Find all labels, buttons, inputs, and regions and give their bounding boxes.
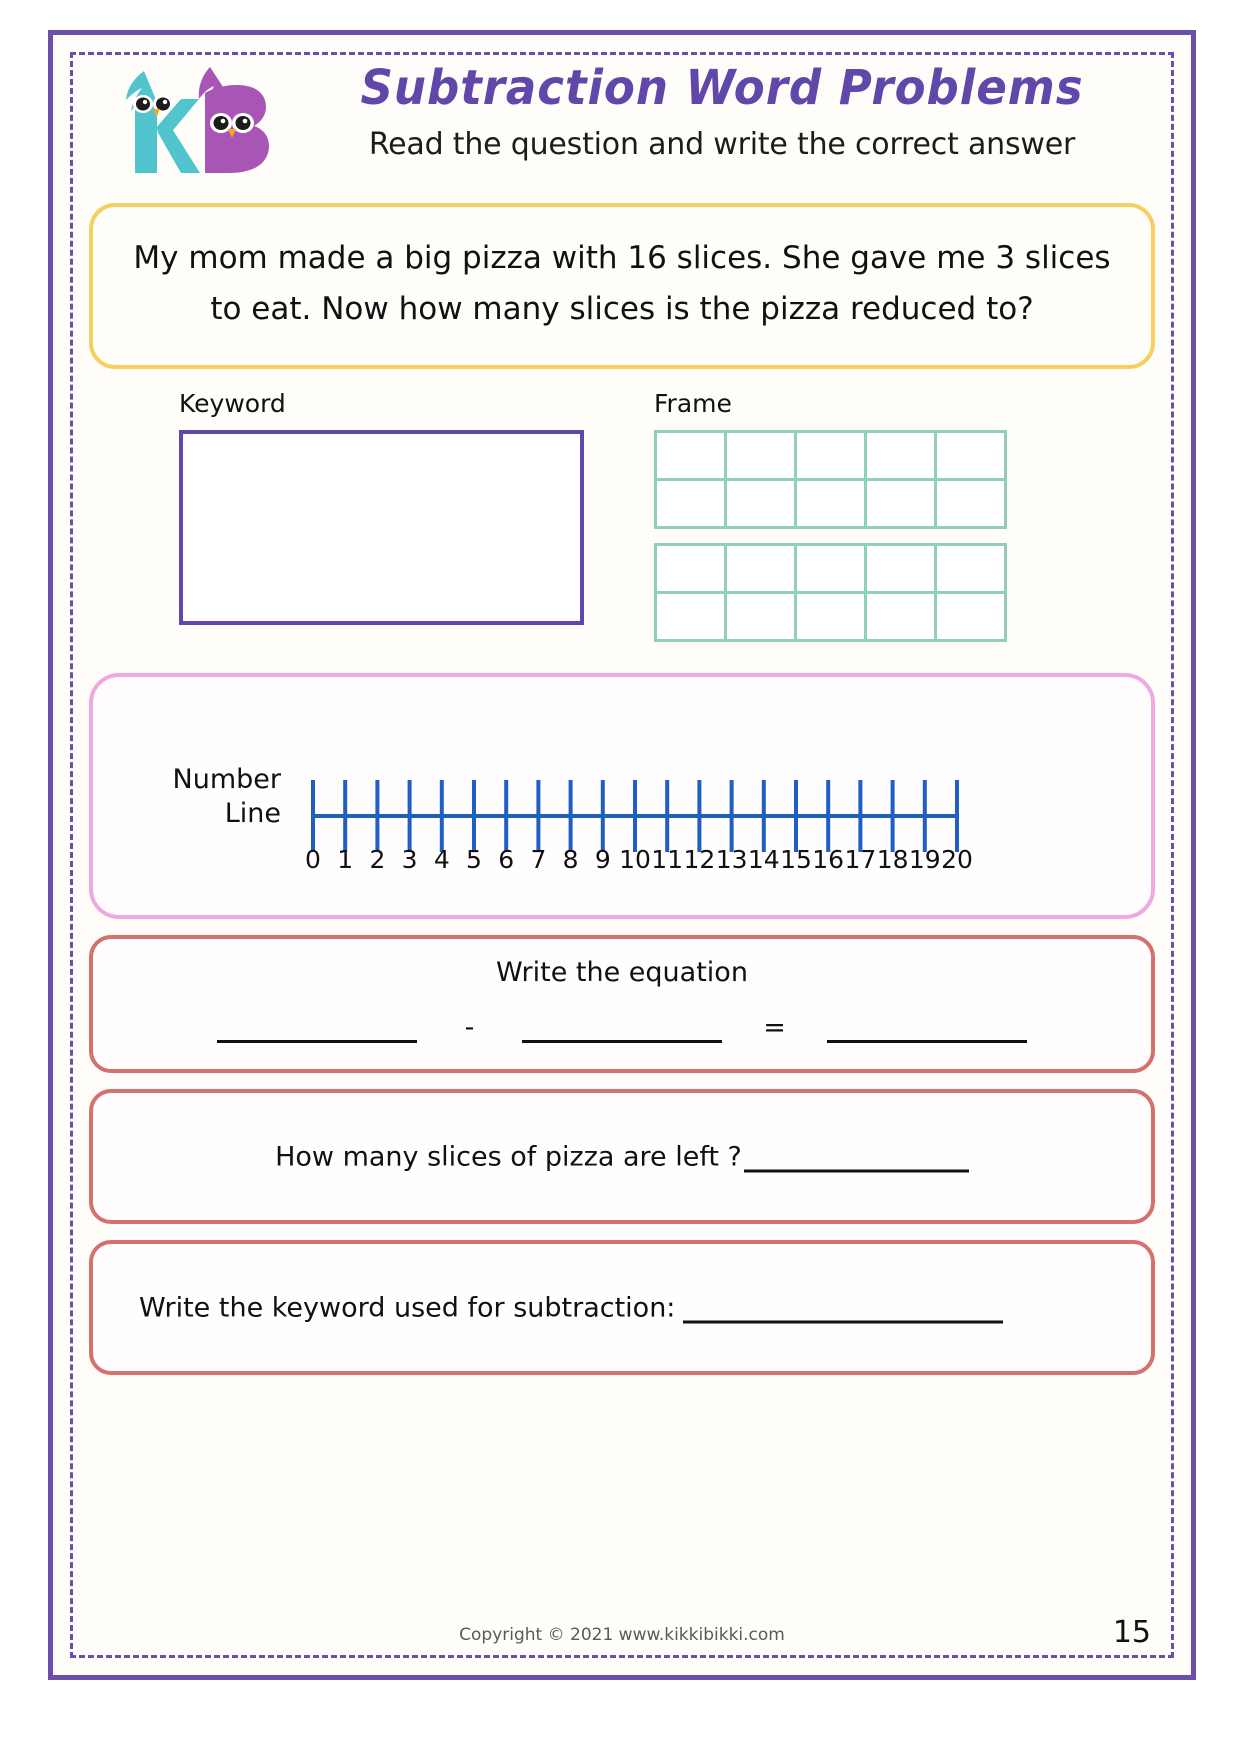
keyword-frame-row <box>79 389 1165 659</box>
page-subtitle: Read the question and write the correct answer <box>368 127 1076 163</box>
number-line-tick-label: 6 <box>498 845 515 875</box>
ten-frame-cell[interactable] <box>866 432 936 480</box>
ten-frame-cell[interactable] <box>866 545 936 593</box>
ten-frame-cell[interactable] <box>936 480 1006 528</box>
slices-left-box <box>89 1089 1155 1224</box>
keyword-label: Keyword <box>179 389 286 419</box>
ten-frame-row <box>656 545 1006 593</box>
kikkibikki-kb-bird-logo <box>97 63 277 181</box>
number-line-tick-label: 18 <box>876 845 909 875</box>
ten-frame-row <box>656 593 1006 641</box>
number-line-tick-label: 2 <box>369 845 386 875</box>
ten-frame-cell[interactable] <box>656 545 726 593</box>
number-line-label <box>121 763 281 831</box>
copyright-text: Copyright © 2021 www.kikkibikki.com <box>459 1625 785 1645</box>
frame-section <box>654 389 1007 656</box>
frame-label: Frame <box>654 389 732 419</box>
ten-frame-cell[interactable] <box>936 432 1006 480</box>
ten-frame-cell[interactable] <box>656 593 726 641</box>
ten-frame-cell[interactable] <box>656 480 726 528</box>
worksheet-header <box>79 35 1165 195</box>
number-line-tick-label: 17 <box>844 845 877 875</box>
ten-frame-cell[interactable] <box>656 432 726 480</box>
equation-blank-subtrahend[interactable] <box>522 1020 722 1043</box>
equation-line <box>93 1014 1151 1043</box>
number-line-label-line1: Number <box>172 764 281 796</box>
number-line-tick-label: 4 <box>433 845 450 875</box>
number-line-tick-label: 19 <box>908 845 941 875</box>
ten-frame-cell[interactable] <box>726 432 796 480</box>
number-line-tick-label: 1 <box>337 845 354 875</box>
number-line-tick-label: 3 <box>401 845 418 875</box>
equation-equals-operator: = <box>763 1012 786 1044</box>
word-problem-text: My mom made a big pizza with 16 slices. She gave me 3 slices to eat. Now how many slices is the pizza reduced to? <box>133 240 1111 328</box>
equation-minus-operator: - <box>464 1012 475 1044</box>
slices-left-blank[interactable] <box>744 1151 969 1172</box>
worksheet-footer <box>79 1615 1165 1661</box>
ten-frame-cell[interactable] <box>796 593 866 641</box>
number-line-label-line2: Line <box>224 798 281 830</box>
keyword-answer-area[interactable] <box>179 430 584 625</box>
slices-left-line <box>93 1141 1151 1172</box>
number-line-tick-label: 0 <box>305 845 321 875</box>
keyword-used-line <box>139 1292 1105 1323</box>
ten-frame-cell[interactable] <box>936 593 1006 641</box>
keyword-section <box>179 389 584 625</box>
number-line-tick-label: 5 <box>466 845 482 875</box>
keyword-used-blank[interactable] <box>683 1302 1003 1323</box>
number-line-tick-label: 7 <box>530 845 547 875</box>
slices-left-prompt: How many slices of pizza are left ? <box>275 1141 742 1173</box>
number-line-tick-label: 8 <box>562 845 579 875</box>
equation-blank-difference[interactable] <box>827 1020 1027 1043</box>
number-line-tick-label: 9 <box>594 845 611 875</box>
number-line-tick-label: 12 <box>683 845 716 875</box>
ten-frame-grid-1[interactable] <box>654 430 1007 529</box>
ten-frame-cell[interactable] <box>936 545 1006 593</box>
ten-frame-cell[interactable] <box>866 593 936 641</box>
number-line-tick-label: 13 <box>715 845 748 875</box>
ten-frame-cell[interactable] <box>796 432 866 480</box>
ten-frame-cell[interactable] <box>726 480 796 528</box>
keyword-used-box <box>89 1240 1155 1375</box>
worksheet-content <box>53 35 1191 1675</box>
ten-frame-cell[interactable] <box>796 545 866 593</box>
number-line-tick-label: 14 <box>747 845 780 875</box>
ten-frame-cell[interactable] <box>866 480 936 528</box>
number-line-box <box>89 673 1155 919</box>
ten-frame-row <box>656 432 1006 480</box>
worksheet-page <box>48 30 1196 1680</box>
equation-blank-minuend[interactable] <box>217 1020 417 1043</box>
ten-frame-cell[interactable] <box>726 545 796 593</box>
ten-frame-row <box>656 480 1006 528</box>
number-line-tick-labels <box>305 845 973 875</box>
header-text-block <box>289 60 1155 163</box>
number-line-tick-label: 10 <box>619 845 651 875</box>
number-line-tick-label: 15 <box>780 845 812 875</box>
ten-frame-cell[interactable] <box>726 593 796 641</box>
ten-frame-grid-2[interactable] <box>654 543 1007 642</box>
number-line-tick-label: 11 <box>651 845 684 875</box>
write-equation-box <box>89 935 1155 1073</box>
word-problem-box <box>89 203 1155 369</box>
page-title: Subtraction Word Problems <box>360 60 1084 116</box>
ten-frame-cell[interactable] <box>796 480 866 528</box>
number-line-tick-label: 16 <box>812 845 845 875</box>
page-number: 15 <box>1112 1615 1151 1650</box>
keyword-used-prompt: Write the keyword used for subtraction: <box>139 1292 676 1324</box>
write-equation-title: Write the equation <box>496 957 748 989</box>
number-line-tick-label: 20 <box>941 845 973 875</box>
